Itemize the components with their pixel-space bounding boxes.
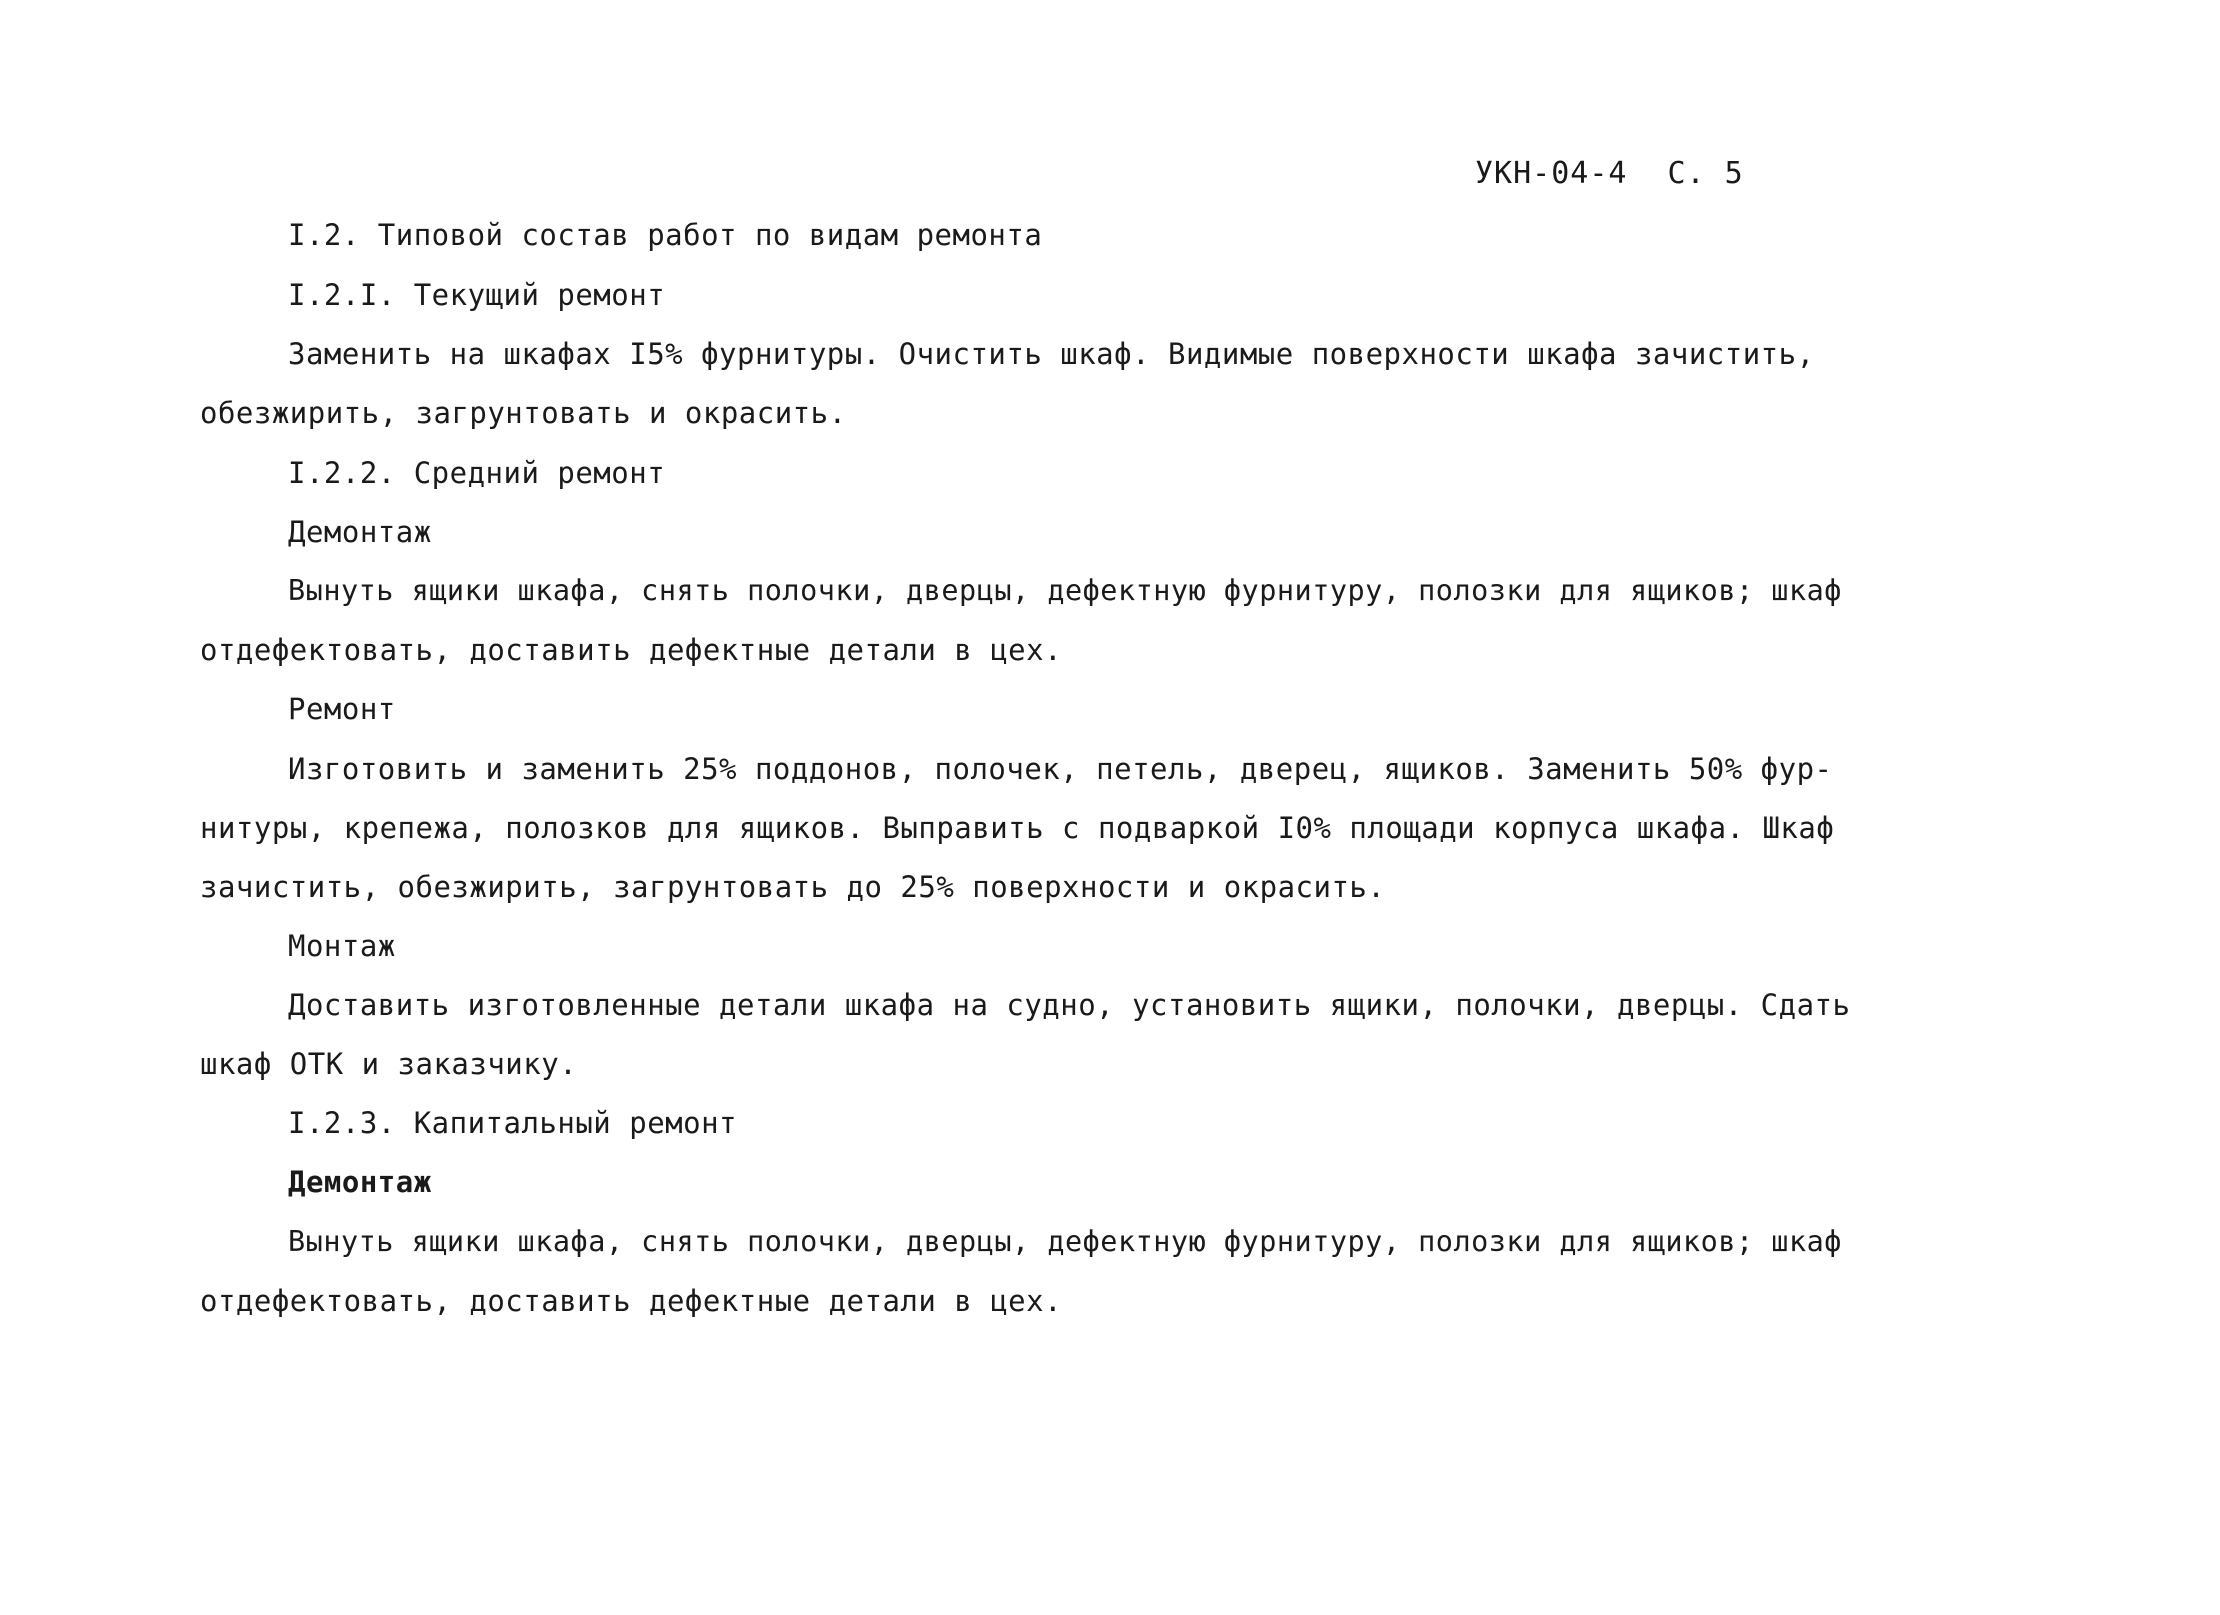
medium-repair-line-2: нитуры, крепежа, полозков для ящиков. Выправить с подваркой I0% площади корпуса шкафа. Шкаф — [200, 811, 1835, 845]
page-header — [1475, 156, 1744, 191]
capital-dismantle-heading: Демонтаж — [288, 1165, 432, 1199]
page-number: С. 5 — [1667, 156, 1744, 191]
medium-mount-line-1: Доставить изготовленные детали шкафа на судно, установить ящики, полочки, дверцы. Сдать — [288, 988, 1851, 1022]
capital-dismantle-line-1: Вынуть ящики шкафа, снять полочки, дверцы, дефектную фурнитуру, полозки для ящиков; шкаф — [288, 1225, 1842, 1258]
document-code: УКН-04-4 — [1475, 156, 1628, 191]
subsection-title-capital: I.2.3. Капитальный ремонт — [288, 1106, 737, 1140]
medium-repair-heading: Ремонт — [288, 692, 396, 726]
medium-mount-heading: Монтаж — [288, 929, 396, 963]
current-text-line-1: Заменить на шкафах I5% фурнитуры. Очистить шкаф. Видимые поверхности шкафа зачистить, — [288, 337, 1815, 371]
subsection-title-current: I.2.I. Текущий ремонт — [288, 278, 666, 312]
subsection-title-medium: I.2.2. Средний ремонт — [288, 456, 666, 490]
current-text-line-2: обезжирить, загрунтовать и окрасить. — [200, 396, 847, 430]
medium-repair-line-1: Изготовить и заменить 25% поддонов, полочек, петель, дверец, ящиков. Заменить 50% фур- — [288, 752, 1833, 786]
section-title: I.2. Типовой состав работ по видам ремонта — [288, 218, 1043, 252]
capital-dismantle-line-2: отдефектовать, доставить дефектные детали в цех. — [200, 1284, 1063, 1318]
medium-dismantle-heading: Демонтаж — [288, 515, 432, 549]
medium-dismantle-line-1: Вынуть ящики шкафа, снять полочки, дверцы, дефектную фурнитуру, полозки для ящиков; шкаф — [288, 574, 1842, 607]
medium-dismantle-line-2: отдефектовать, доставить дефектные детали в цех. — [200, 633, 1063, 667]
medium-repair-line-3: зачистить, обезжирить, загрунтовать до 25% поверхности и окрасить. — [200, 870, 1386, 904]
medium-mount-line-2: шкаф ОТК и заказчику. — [200, 1047, 578, 1081]
